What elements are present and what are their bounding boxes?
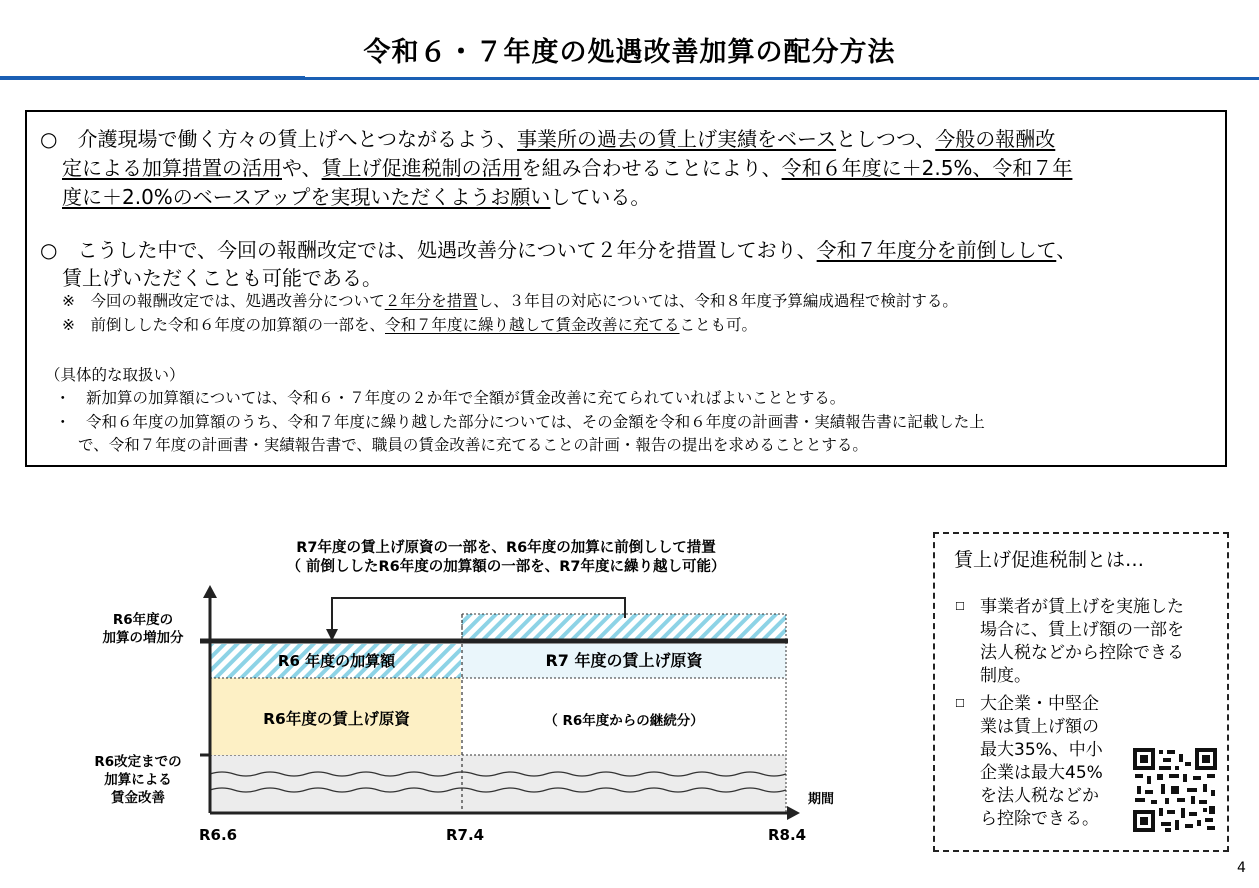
base-wage-region	[210, 755, 786, 813]
continuation-label: （ R6年度からの継続分）	[544, 713, 704, 729]
underlined-text: 令和７年度分を前倒しして	[816, 238, 1057, 262]
underlined-text: ２年分を措置	[384, 292, 478, 310]
detail-item-1: ・ 新加算の加算額については、令和６・７年度の２か年で全額が賃金改善に充てられていればよいこととする。	[55, 389, 846, 407]
y-label-line: R6年度の	[112, 612, 174, 628]
text-run: し、３年目の対応については、令和８年度予算編成過程で検討する。	[477, 292, 958, 310]
underlined-text: 度に＋2.0%のベースアップを実現いただくようお願い	[62, 185, 551, 209]
tax-bullet-line: 業は賃上げ額の	[980, 717, 1099, 737]
tax-bullet-line: 制度。	[980, 666, 1031, 686]
r6-addition-label: R6 年度の加算額	[277, 652, 396, 670]
tax-bullet-2	[980, 693, 1103, 831]
checkbox-icon: ☐	[955, 697, 965, 710]
text-run: ○ 介護現場で働く方々の賃上げへとつながるよう、	[40, 127, 518, 151]
detail-item-2-line1: ・ 令和６年度の加算額のうち、令和７年度に繰り越した部分については、その金額を令和６年度の計画書・実績報告書に記載した上	[55, 413, 985, 431]
tax-bullet-line: 大企業・中堅企	[980, 694, 1099, 714]
y-label-line: 加算による	[104, 772, 172, 788]
y-label-line: 加算の増加分	[102, 630, 184, 646]
y-axis-arrow	[203, 585, 217, 598]
text-run: ことも可。	[679, 316, 758, 334]
tax-bullet-line: 最大35%、中小	[980, 740, 1103, 760]
underlined-text: 令和６年度に＋2.5%、令和７年	[781, 156, 1073, 180]
x-tick-r7-4: R7.4	[446, 826, 485, 844]
r7-wage-label: R7 年度の賃上げ原資	[545, 651, 703, 670]
tax-bullet-line: ら控除できる。	[980, 809, 1099, 829]
x-tick-r8-4: R8.4	[768, 826, 807, 844]
caption-line1: R7年度の賃上げ原資の一部を、R6年度の加算に前倒しして措置	[296, 540, 716, 556]
tax-bullet-1	[980, 596, 1184, 688]
underlined-text: 事業所の過去の賃上げ実績をベース	[517, 127, 837, 151]
y-label-line: R6改定までの	[94, 754, 182, 770]
para2-line2: 賃上げいただくことも可能である。	[62, 266, 382, 290]
x-tick-r6-6: R6.6	[199, 826, 238, 844]
detail-item-2-line2: で、令和７年度の計画書・実績報告書で、職員の賃金改善に充てることの計画・報告の提出を求めることとする。	[78, 436, 868, 454]
tax-bullet-line: 事業者が賃上げを実施した	[980, 597, 1184, 617]
underlined-text: 令和７年度に繰り越して賃金改善に充てる	[385, 316, 680, 334]
underlined-text: 賃上げ促進税制の活用	[321, 156, 522, 180]
tax-bullet-line: を法人税などか	[980, 786, 1099, 806]
text-run: や、	[282, 156, 322, 180]
y-label-line: 賃金改善	[111, 790, 165, 806]
text-run: を組み合わせることにより、	[521, 156, 782, 180]
text-run: している。	[550, 185, 651, 209]
text-run: ○ こうした中で、今回の報酬改定では、処遇改善分について２年分を措置しており、	[40, 238, 817, 262]
page-title: 令和６・７年度の処遇改善加算の配分方法	[363, 37, 896, 68]
text-run: ※ 前倒しした令和６年度の加算額の一部を、	[62, 316, 385, 334]
text-run: ※ 今回の報酬改定では、処遇改善分について	[62, 292, 385, 310]
text-run: としつつ、	[836, 127, 936, 151]
underlined-text: 定による加算措置の活用	[62, 156, 282, 180]
underlined-text: 今般の報酬改	[935, 127, 1056, 151]
checkbox-icon: ☐	[955, 600, 965, 613]
qr-code-icon	[1131, 746, 1219, 834]
x-axis-label: 期間	[808, 792, 835, 807]
x-axis-arrow	[787, 806, 800, 820]
tax-bullet-line: 企業は最大45%	[980, 763, 1103, 783]
detail-heading: （具体的な取扱い）	[45, 366, 185, 384]
tax-bullet-line: 場合に、賃上げ額の一部を	[980, 620, 1184, 640]
text-run: 、	[1056, 238, 1077, 262]
page-number: 4	[1237, 860, 1246, 876]
r6-wage-label: R6年度の賃上げ原資	[263, 710, 410, 728]
caption-line2: （ 前倒ししたR6年度の加算額の一部を、R7年度に繰り越し可能）	[286, 559, 726, 575]
tax-bullet-line: 法人税などから控除できる	[980, 643, 1184, 663]
tax-box-title: 賃上げ促進税制とは…	[954, 549, 1145, 571]
